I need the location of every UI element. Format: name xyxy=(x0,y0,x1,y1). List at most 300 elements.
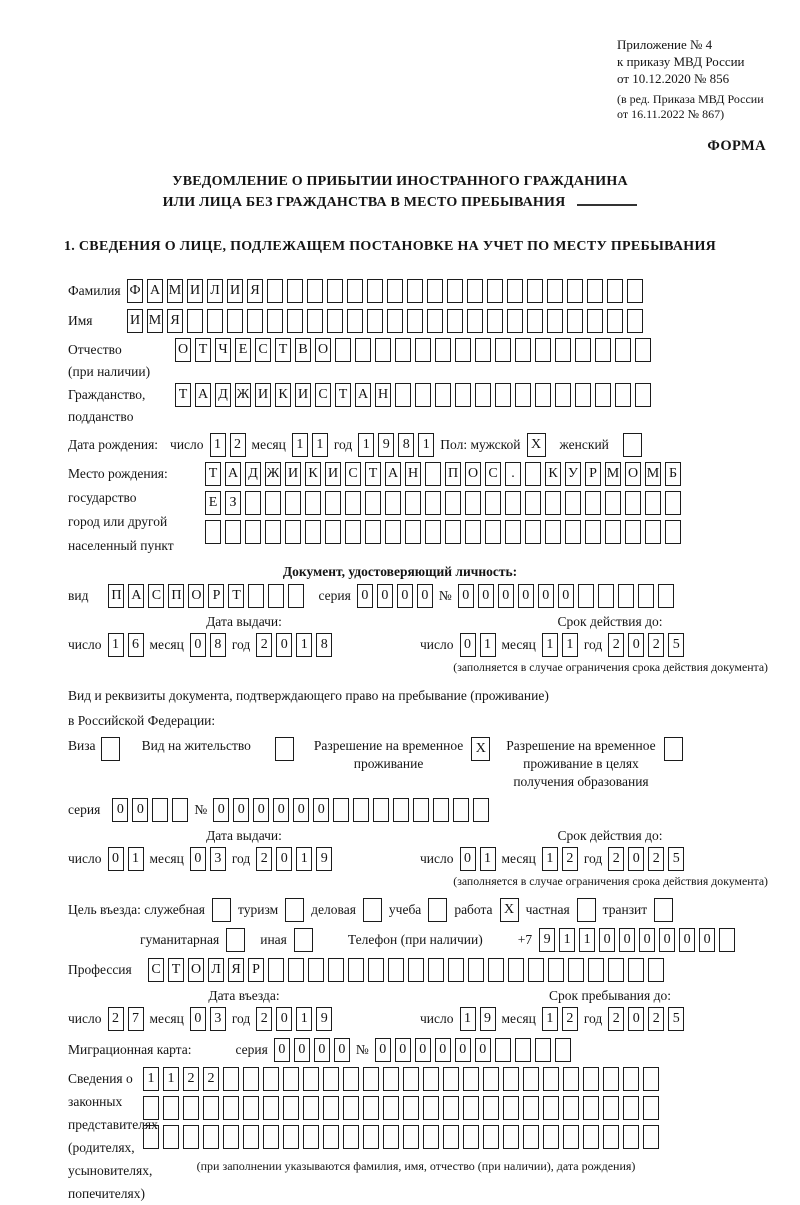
char-cell[interactable] xyxy=(248,584,264,608)
char-cell[interactable] xyxy=(333,798,349,822)
char-cell[interactable]: О xyxy=(315,338,331,362)
char-cell[interactable] xyxy=(595,383,611,407)
char-cell[interactable]: 2 xyxy=(183,1067,199,1091)
char-cell[interactable]: Б xyxy=(665,462,681,486)
char-cell[interactable] xyxy=(343,1125,359,1149)
char-cell[interactable] xyxy=(393,798,409,822)
char-cell[interactable] xyxy=(243,1067,259,1091)
char-cell[interactable] xyxy=(527,279,543,303)
char-cell[interactable] xyxy=(263,1067,279,1091)
char-cell[interactable] xyxy=(343,1096,359,1120)
char-cell[interactable]: 0 xyxy=(213,798,229,822)
char-cell[interactable]: Ж xyxy=(235,383,251,407)
purpose-official-checkbox[interactable] xyxy=(212,898,231,922)
char-cell[interactable]: 2 xyxy=(562,1007,578,1031)
char-cell[interactable] xyxy=(388,958,404,982)
char-cell[interactable] xyxy=(627,279,643,303)
char-cell[interactable] xyxy=(525,520,541,544)
char-cell[interactable]: 1 xyxy=(296,1007,312,1031)
char-cell[interactable] xyxy=(383,1096,399,1120)
char-cell[interactable]: И xyxy=(227,279,243,303)
char-cell[interactable] xyxy=(423,1096,439,1120)
char-cell[interactable]: 1 xyxy=(480,847,496,871)
char-cell[interactable] xyxy=(503,1096,519,1120)
char-cell[interactable] xyxy=(567,279,583,303)
char-cell[interactable] xyxy=(395,383,411,407)
char-cell[interactable] xyxy=(658,584,674,608)
char-cell[interactable] xyxy=(348,958,364,982)
char-cell[interactable] xyxy=(467,309,483,333)
char-cell[interactable]: 2 xyxy=(256,847,272,871)
char-cell[interactable]: Л xyxy=(208,958,224,982)
char-cell[interactable] xyxy=(565,520,581,544)
char-cell[interactable]: С xyxy=(315,383,331,407)
char-cell[interactable]: О xyxy=(188,584,204,608)
char-cell[interactable]: А xyxy=(128,584,144,608)
char-cell[interactable] xyxy=(447,309,463,333)
char-cell[interactable] xyxy=(267,279,283,303)
char-cell[interactable]: В xyxy=(295,338,311,362)
char-cell[interactable]: 2 xyxy=(256,633,272,657)
char-cell[interactable] xyxy=(425,520,441,544)
char-cell[interactable]: 2 xyxy=(648,847,664,871)
char-cell[interactable] xyxy=(368,958,384,982)
char-cell[interactable]: 1 xyxy=(542,1007,558,1031)
char-cell[interactable]: 0 xyxy=(458,584,474,608)
char-cell[interactable] xyxy=(303,1125,319,1149)
char-cell[interactable]: 1 xyxy=(163,1067,179,1091)
char-cell[interactable] xyxy=(719,928,735,952)
char-cell[interactable] xyxy=(365,491,381,515)
char-cell[interactable] xyxy=(187,309,203,333)
char-cell[interactable] xyxy=(547,309,563,333)
sex-male-checkbox[interactable]: X xyxy=(527,433,546,457)
char-cell[interactable] xyxy=(183,1125,199,1149)
char-cell[interactable]: Е xyxy=(235,338,251,362)
char-cell[interactable] xyxy=(587,279,603,303)
char-cell[interactable]: Я xyxy=(228,958,244,982)
char-cell[interactable]: 1 xyxy=(418,433,434,457)
purpose-private-checkbox[interactable] xyxy=(577,898,596,922)
char-cell[interactable] xyxy=(545,491,561,515)
char-cell[interactable] xyxy=(223,1096,239,1120)
char-cell[interactable] xyxy=(303,1096,319,1120)
char-cell[interactable] xyxy=(595,338,611,362)
char-cell[interactable] xyxy=(495,338,511,362)
char-cell[interactable] xyxy=(375,338,391,362)
char-cell[interactable] xyxy=(505,491,521,515)
char-cell[interactable]: И xyxy=(187,279,203,303)
char-cell[interactable]: 0 xyxy=(639,928,655,952)
purpose-other-checkbox[interactable] xyxy=(294,928,313,952)
char-cell[interactable] xyxy=(143,1125,159,1149)
char-cell[interactable]: Д xyxy=(245,462,261,486)
char-cell[interactable] xyxy=(243,1096,259,1120)
char-cell[interactable] xyxy=(385,491,401,515)
residence-permit-checkbox[interactable] xyxy=(275,737,294,761)
char-cell[interactable] xyxy=(503,1125,519,1149)
char-cell[interactable] xyxy=(447,279,463,303)
char-cell[interactable] xyxy=(283,1067,299,1091)
char-cell[interactable] xyxy=(563,1096,579,1120)
char-cell[interactable] xyxy=(405,520,421,544)
char-cell[interactable]: И xyxy=(295,383,311,407)
char-cell[interactable] xyxy=(463,1067,479,1091)
char-cell[interactable] xyxy=(467,279,483,303)
char-cell[interactable] xyxy=(323,1067,339,1091)
char-cell[interactable]: С xyxy=(485,462,501,486)
char-cell[interactable] xyxy=(635,338,651,362)
char-cell[interactable] xyxy=(523,1125,539,1149)
char-cell[interactable]: П xyxy=(108,584,124,608)
char-cell[interactable] xyxy=(605,491,621,515)
char-cell[interactable]: 1 xyxy=(559,928,575,952)
char-cell[interactable]: 2 xyxy=(108,1007,124,1031)
char-cell[interactable]: И xyxy=(255,383,271,407)
char-cell[interactable] xyxy=(325,520,341,544)
char-cell[interactable]: 0 xyxy=(276,633,292,657)
char-cell[interactable] xyxy=(583,1096,599,1120)
char-cell[interactable]: 0 xyxy=(455,1038,471,1062)
char-cell[interactable]: 0 xyxy=(293,798,309,822)
char-cell[interactable]: 0 xyxy=(518,584,534,608)
char-cell[interactable] xyxy=(367,309,383,333)
char-cell[interactable] xyxy=(475,383,491,407)
char-cell[interactable] xyxy=(405,491,421,515)
char-cell[interactable] xyxy=(535,1038,551,1062)
char-cell[interactable] xyxy=(403,1125,419,1149)
char-cell[interactable] xyxy=(583,1125,599,1149)
temp-residence-education-checkbox[interactable] xyxy=(664,737,683,761)
char-cell[interactable] xyxy=(328,958,344,982)
char-cell[interactable] xyxy=(507,279,523,303)
char-cell[interactable]: 0 xyxy=(276,847,292,871)
char-cell[interactable] xyxy=(305,520,321,544)
sex-female-checkbox[interactable] xyxy=(623,433,642,457)
char-cell[interactable] xyxy=(268,958,284,982)
char-cell[interactable] xyxy=(665,491,681,515)
char-cell[interactable] xyxy=(495,1038,511,1062)
char-cell[interactable] xyxy=(345,491,361,515)
char-cell[interactable] xyxy=(448,958,464,982)
char-cell[interactable] xyxy=(285,491,301,515)
char-cell[interactable] xyxy=(455,338,471,362)
char-cell[interactable]: 0 xyxy=(619,928,635,952)
char-cell[interactable] xyxy=(413,798,429,822)
char-cell[interactable]: 5 xyxy=(668,633,684,657)
char-cell[interactable] xyxy=(463,1096,479,1120)
char-cell[interactable] xyxy=(445,520,461,544)
char-cell[interactable] xyxy=(443,1067,459,1091)
char-cell[interactable] xyxy=(628,958,644,982)
char-cell[interactable] xyxy=(325,491,341,515)
char-cell[interactable] xyxy=(488,958,504,982)
char-cell[interactable] xyxy=(565,491,581,515)
char-cell[interactable] xyxy=(287,309,303,333)
char-cell[interactable] xyxy=(267,309,283,333)
char-cell[interactable] xyxy=(563,1125,579,1149)
char-cell[interactable]: 0 xyxy=(273,798,289,822)
char-cell[interactable]: 0 xyxy=(558,584,574,608)
char-cell[interactable] xyxy=(203,1125,219,1149)
char-cell[interactable]: С xyxy=(255,338,271,362)
char-cell[interactable] xyxy=(603,1067,619,1091)
char-cell[interactable] xyxy=(468,958,484,982)
char-cell[interactable]: Ч xyxy=(215,338,231,362)
char-cell[interactable]: Т xyxy=(205,462,221,486)
char-cell[interactable]: 0 xyxy=(460,633,476,657)
char-cell[interactable]: 5 xyxy=(668,1007,684,1031)
char-cell[interactable] xyxy=(578,584,594,608)
char-cell[interactable]: 0 xyxy=(190,1007,206,1031)
char-cell[interactable] xyxy=(648,958,664,982)
char-cell[interactable] xyxy=(323,1125,339,1149)
char-cell[interactable] xyxy=(528,958,544,982)
char-cell[interactable]: Д xyxy=(215,383,231,407)
char-cell[interactable]: 9 xyxy=(378,433,394,457)
char-cell[interactable]: М xyxy=(605,462,621,486)
char-cell[interactable] xyxy=(383,1067,399,1091)
char-cell[interactable] xyxy=(483,1067,499,1091)
char-cell[interactable] xyxy=(415,383,431,407)
char-cell[interactable]: О xyxy=(175,338,191,362)
char-cell[interactable]: К xyxy=(545,462,561,486)
char-cell[interactable] xyxy=(487,309,503,333)
char-cell[interactable]: А xyxy=(225,462,241,486)
char-cell[interactable]: О xyxy=(188,958,204,982)
char-cell[interactable] xyxy=(618,584,634,608)
char-cell[interactable]: 0 xyxy=(274,1038,290,1062)
char-cell[interactable] xyxy=(483,1096,499,1120)
char-cell[interactable] xyxy=(373,798,389,822)
char-cell[interactable]: 1 xyxy=(480,633,496,657)
char-cell[interactable] xyxy=(485,520,501,544)
char-cell[interactable] xyxy=(523,1067,539,1091)
char-cell[interactable]: 0 xyxy=(478,584,494,608)
char-cell[interactable] xyxy=(303,1067,319,1091)
char-cell[interactable]: И xyxy=(127,309,143,333)
char-cell[interactable] xyxy=(623,1125,639,1149)
purpose-business-checkbox[interactable] xyxy=(363,898,382,922)
char-cell[interactable]: 0 xyxy=(475,1038,491,1062)
char-cell[interactable]: Н xyxy=(405,462,421,486)
char-cell[interactable]: Н xyxy=(375,383,391,407)
char-cell[interactable]: 0 xyxy=(460,847,476,871)
char-cell[interactable] xyxy=(603,1096,619,1120)
char-cell[interactable]: 1 xyxy=(542,633,558,657)
char-cell[interactable] xyxy=(365,520,381,544)
char-cell[interactable]: А xyxy=(147,279,163,303)
char-cell[interactable] xyxy=(525,462,541,486)
char-cell[interactable]: 1 xyxy=(460,1007,476,1031)
char-cell[interactable] xyxy=(473,798,489,822)
purpose-study-checkbox[interactable] xyxy=(428,898,447,922)
char-cell[interactable] xyxy=(387,309,403,333)
char-cell[interactable]: 7 xyxy=(128,1007,144,1031)
char-cell[interactable] xyxy=(483,1125,499,1149)
purpose-transit-checkbox[interactable] xyxy=(654,898,673,922)
char-cell[interactable]: 2 xyxy=(608,847,624,871)
char-cell[interactable]: 6 xyxy=(128,633,144,657)
char-cell[interactable]: 0 xyxy=(190,847,206,871)
char-cell[interactable]: Т xyxy=(168,958,184,982)
char-cell[interactable] xyxy=(603,1125,619,1149)
char-cell[interactable]: П xyxy=(445,462,461,486)
char-cell[interactable] xyxy=(363,1096,379,1120)
char-cell[interactable] xyxy=(363,1067,379,1091)
char-cell[interactable]: 0 xyxy=(628,847,644,871)
char-cell[interactable]: Т xyxy=(335,383,351,407)
char-cell[interactable]: 2 xyxy=(648,1007,664,1031)
char-cell[interactable]: Ж xyxy=(265,462,281,486)
char-cell[interactable] xyxy=(407,279,423,303)
char-cell[interactable] xyxy=(503,1067,519,1091)
purpose-tourism-checkbox[interactable] xyxy=(285,898,304,922)
char-cell[interactable]: У xyxy=(565,462,581,486)
char-cell[interactable]: Р xyxy=(208,584,224,608)
char-cell[interactable]: 1 xyxy=(108,633,124,657)
char-cell[interactable] xyxy=(283,1125,299,1149)
char-cell[interactable]: 0 xyxy=(233,798,249,822)
char-cell[interactable]: 8 xyxy=(210,633,226,657)
char-cell[interactable]: 2 xyxy=(608,633,624,657)
char-cell[interactable] xyxy=(643,1096,659,1120)
char-cell[interactable] xyxy=(268,584,284,608)
char-cell[interactable] xyxy=(288,958,304,982)
char-cell[interactable] xyxy=(623,1096,639,1120)
char-cell[interactable]: Т xyxy=(275,338,291,362)
char-cell[interactable]: 0 xyxy=(357,584,373,608)
char-cell[interactable]: А xyxy=(355,383,371,407)
char-cell[interactable]: 2 xyxy=(608,1007,624,1031)
char-cell[interactable] xyxy=(575,338,591,362)
char-cell[interactable] xyxy=(172,798,188,822)
char-cell[interactable]: И xyxy=(285,462,301,486)
char-cell[interactable] xyxy=(583,1067,599,1091)
char-cell[interactable] xyxy=(415,338,431,362)
char-cell[interactable] xyxy=(545,520,561,544)
char-cell[interactable] xyxy=(428,958,444,982)
char-cell[interactable] xyxy=(615,383,631,407)
char-cell[interactable] xyxy=(523,1096,539,1120)
char-cell[interactable] xyxy=(605,520,621,544)
char-cell[interactable] xyxy=(453,798,469,822)
char-cell[interactable]: 1 xyxy=(358,433,374,457)
char-cell[interactable] xyxy=(343,1067,359,1091)
char-cell[interactable]: 0 xyxy=(679,928,695,952)
char-cell[interactable]: 2 xyxy=(648,633,664,657)
char-cell[interactable] xyxy=(403,1096,419,1120)
char-cell[interactable]: Л xyxy=(207,279,223,303)
char-cell[interactable]: 8 xyxy=(398,433,414,457)
char-cell[interactable]: С xyxy=(148,584,164,608)
char-cell[interactable] xyxy=(465,520,481,544)
char-cell[interactable]: 0 xyxy=(375,1038,391,1062)
char-cell[interactable] xyxy=(555,383,571,407)
char-cell[interactable]: 9 xyxy=(316,847,332,871)
char-cell[interactable]: 0 xyxy=(377,584,393,608)
char-cell[interactable]: 0 xyxy=(498,584,514,608)
char-cell[interactable]: С xyxy=(148,958,164,982)
char-cell[interactable]: К xyxy=(275,383,291,407)
char-cell[interactable] xyxy=(363,1125,379,1149)
char-cell[interactable] xyxy=(435,383,451,407)
char-cell[interactable] xyxy=(247,309,263,333)
char-cell[interactable]: Т xyxy=(195,338,211,362)
char-cell[interactable]: А xyxy=(195,383,211,407)
char-cell[interactable]: 1 xyxy=(312,433,328,457)
char-cell[interactable] xyxy=(163,1125,179,1149)
char-cell[interactable] xyxy=(265,520,281,544)
char-cell[interactable] xyxy=(465,491,481,515)
char-cell[interactable]: 5 xyxy=(668,847,684,871)
char-cell[interactable] xyxy=(203,1096,219,1120)
char-cell[interactable] xyxy=(423,1067,439,1091)
char-cell[interactable]: 0 xyxy=(628,633,644,657)
char-cell[interactable]: 0 xyxy=(112,798,128,822)
char-cell[interactable] xyxy=(425,462,441,486)
char-cell[interactable]: 3 xyxy=(210,847,226,871)
char-cell[interactable] xyxy=(335,338,351,362)
char-cell[interactable] xyxy=(627,309,643,333)
char-cell[interactable] xyxy=(588,958,604,982)
char-cell[interactable] xyxy=(265,491,281,515)
char-cell[interactable] xyxy=(563,1067,579,1091)
char-cell[interactable] xyxy=(307,309,323,333)
char-cell[interactable]: Я xyxy=(167,309,183,333)
char-cell[interactable]: 9 xyxy=(316,1007,332,1031)
char-cell[interactable]: 0 xyxy=(538,584,554,608)
char-cell[interactable]: О xyxy=(465,462,481,486)
char-cell[interactable] xyxy=(515,1038,531,1062)
char-cell[interactable] xyxy=(665,520,681,544)
char-cell[interactable] xyxy=(475,338,491,362)
char-cell[interactable]: М xyxy=(645,462,661,486)
char-cell[interactable] xyxy=(645,491,661,515)
char-cell[interactable]: 1 xyxy=(542,847,558,871)
char-cell[interactable]: Р xyxy=(248,958,264,982)
char-cell[interactable] xyxy=(445,491,461,515)
char-cell[interactable]: 0 xyxy=(190,633,206,657)
char-cell[interactable]: К xyxy=(305,462,321,486)
char-cell[interactable]: 2 xyxy=(256,1007,272,1031)
char-cell[interactable]: 0 xyxy=(132,798,148,822)
char-cell[interactable] xyxy=(395,338,411,362)
char-cell[interactable] xyxy=(263,1096,279,1120)
char-cell[interactable] xyxy=(227,309,243,333)
char-cell[interactable] xyxy=(385,520,401,544)
char-cell[interactable] xyxy=(487,279,503,303)
char-cell[interactable] xyxy=(507,309,523,333)
char-cell[interactable] xyxy=(543,1067,559,1091)
char-cell[interactable]: 0 xyxy=(253,798,269,822)
char-cell[interactable] xyxy=(403,1067,419,1091)
char-cell[interactable] xyxy=(555,338,571,362)
char-cell[interactable] xyxy=(607,309,623,333)
char-cell[interactable]: 1 xyxy=(562,633,578,657)
char-cell[interactable] xyxy=(323,1096,339,1120)
char-cell[interactable] xyxy=(347,309,363,333)
char-cell[interactable] xyxy=(407,309,423,333)
char-cell[interactable]: 0 xyxy=(699,928,715,952)
char-cell[interactable]: И xyxy=(325,462,341,486)
purpose-humanitarian-checkbox[interactable] xyxy=(226,928,245,952)
char-cell[interactable] xyxy=(408,958,424,982)
char-cell[interactable]: 9 xyxy=(539,928,555,952)
char-cell[interactable]: О xyxy=(625,462,641,486)
char-cell[interactable]: 2 xyxy=(203,1067,219,1091)
char-cell[interactable] xyxy=(568,958,584,982)
